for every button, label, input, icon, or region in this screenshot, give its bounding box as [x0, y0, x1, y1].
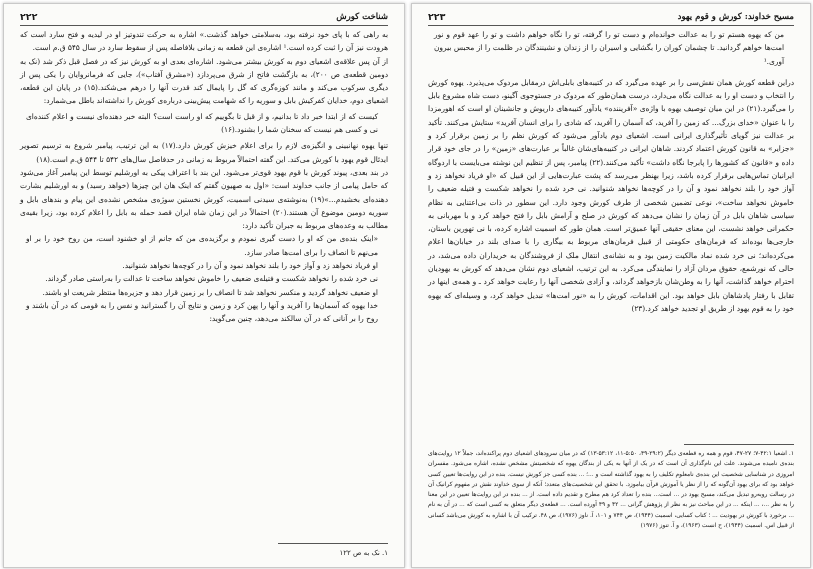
left-quote-1: کیست که از ابتدا خبر داد تا بدانیم، و از قبل تا بگوییم که او راست است؟ البته خبر دهنده‌ای نیست و اعلام کننده‌ای نی و کسی هم نیست که سخنان شما را بشنود.(۱۶) [26, 111, 378, 135]
right-footnote-text: ۱. اشعیا ۴۲:۱-۷؛ ۲۷-۴۷، قوم و همه ره قطعه‌ی دیگر (۲۹:۲-۴۹، ۵:۵۰-۱۱، ۵۳:۱۲-۱۳) که در میان سرودهای اشعیای دوم پراکنده‌اند، جملاً ۱۲ روایت‌های بنده‌ی نامیده می‌شوند. علت این نام‌گذاری آن است که در یک از آنها به یکی از بندگان یهوه که شخصیتش مشخص نشده، اشاره می‌شود. مفسران امروزی در شناسایی شخصیت این بنده‌ی نامعلوم تکلیف را به یهود گذاشته است و ...؛ ... بنده کسی جز کورش نیست. بنده در این روایت‌ها تعیین کسی خواهد بود که برای یهود آن‌گونه که را از نظر یا آموزش قرآن بیاموزد. با تحقق این شخصیت‌های متعدد؛ آنکه از سوی خداوند نقش در مفهوم کرانیک آن در رسالت روبه‌رو تبدیل می‌کند، مسیح یهود در ... است... بنده را تعداد کرد هم مطرح و تقدیم داده است. از ... بنده در این روایت‌ها تعیین در این معنا را به نظر ...، ... اینکه ... در این مباحث نیز به نظر از پژوهش گرانی ... ۴۲ و ۴۹ آورده است. ... قطعه‌ی دیگر متعلق به کسی است که ... در آن به نام ... برخورد با کورش در یهودیت ... ؛ کتاب کسایی، اسمیت (۱۹۴۴)، ص ۷۴۴ و ۱۰۱، آ. ناوز (۱۹۷۶)، ص ۴۸. ترکیب آن با اشاره به کورش می‌باشد کسانی از قبیل اس. اسمیت (۱۹۴۴)، ح انست (۱۹۶۳)، و آ. تنوز (۱۹۷۶) [428, 451, 794, 530]
left-page-body [20, 28, 388, 326]
left-page-number: ۲۲۲ [20, 11, 38, 23]
right-page-title: مسیح خداوند: کورش و قوم یهود [677, 12, 794, 22]
right-page-body [428, 28, 794, 315]
right-page [411, 3, 811, 568]
left-paragraph: به راهی که با پای خود نرفته بود، به‌سلامتی خواهد گذشت.» اشاره به حرکت تندوتیز او در لیدیه و فتح سارد است که هرودت نیز آن را ثبت کرده است.¹ اشاره‌ی این قطعه به زمانی بلافاصله پس از سقوط سارد در سال ۵۴۵ ق.م است. [20, 30, 388, 53]
right-header-rule [428, 25, 794, 26]
left-quote-verse: «اینک بنده‌ی من که او را دست گیری نمودم و برگزیده‌ی من که جانم از او خشنود است، من روح خود را بر او می‌نهم تا انصاف را برای امت‌ها صادر سازد. [26, 234, 378, 257]
left-page-header [20, 10, 388, 24]
right-page-number: ۲۲۳ [428, 11, 446, 23]
left-quote-verse: او فریاد نخواهد زد و آواز خود را بلند نخواهد نمود و آن را در کوچه‌ها نخواهد شنوانید. [122, 261, 378, 271]
right-quote: من که یهوه هستم تو را به عدالت خوانده‌ام و دست تو را گرفته، تو را نگاه خواهم داشت و تو را عهد قوم و نور امت‌ها خواهم گردانید. تا چشمان کوران را بگشایی و اسیران را از زندان و نشینندگان در ظلمت را از محبس بیرون آوری.¹ [434, 30, 784, 66]
left-quote-verse: نی خرد شده را نخواهد شکست و فتیله‌ی ضعیف را خاموش نخواهد ساخت تا عدالت را به‌راستی صادر گرداند. [45, 274, 378, 284]
left-paragraph: در بند بعدی، پیوند کورش با قوم یهود قوی‌تر می‌شود. این بند با اعتراف پیکی به اورشلیم توسط این پیامبر آغاز می‌شود که حامل پیامی از جانب خداوند است: «اول به صهیون گفتم که اینک هان این چیزها (خواهد رسید) و به اورشلیم بشارت دهنده‌ای بخشیدم...»(۱۹) به‌نوشته‌ی سیدنی اسمیت، کورش نخستین سوژه‌ی مشخص نشده‌ی این پیام و بندهای بابل و سوریه دومین موضوع آن هستند.(۲۰) احتمالاً در این زمان شاه ایران قصد حمله به بابل را اعلام کرده بود، زیرا بقیه‌ی مطالب به وعده‌های مربوط به جبران تأکید دارد: [20, 167, 389, 231]
right-paragraph: دراین قطعه کورش همان نفش‌سی را بر عهده می‌گیرد که در کتیبه‌های بابلی‌اش درمقابل مردوک می‌پذیرد. یهوه کورش را انتخاب و دست او را به عدالت نگاه می‌دارد، درست همان‌طور که مردوک در جستوجوی آگینو، دست شاه مشروع بابل را می‌گیرد.(۲۱) در این میان توصیف یهوه با واژه‌ی «آفریننده» یادآور کتیبه‌های داریوش و جانشینان او است که اهورمزدا را با عنوان «خدای بزرگ... که زمین را آفرید، که آسمان را آفرید، که شادی را برای انسان آفرید» ستایش می‌کنند. تأکید بر عدالت نیز گویای تأثیرگذاری ایرانی است. اشعیای دوم یادآور می‌شود که کورش نظم را بر زمین برقرار کرد و «جزایر» به قانون کورش اعتماد کردند. شاهان ایرانی در کتیبه‌های‌شان غالباً بر عبارت‌های «زمین» را در جای خود قرار داده و «قانون که کشورها را پابرجا نگاه داشت» تأکید می‌کنند.(۲۲) پیامبر، پس از تنظیم این نوشته می‌بایست با اردوگاه ایرانیان تماس‌هایی برقرار کرده باشد، زیرا بهنظر می‌رسد که پشت عبارت‌هایی از این قبیل که «او فریاد نخواهد زد و آواز خود را بلند نخواهد نمود و آن را در کوچه‌ها نخواهد شنوانید. نی خرد شده را نخواهد شکست و فتیله ضعیف را خاموش نخواهد ساخت»، نوعی تضمین شخصی از طرف کورش وجود دارد. این سطور در ذات بی‌اعتنایی به نظام سیاسی شاهان بابل در آن زمان را نشان می‌دهد که کورش در صلح و آرامش بابل را فتح خواهد کرد و با مهربانی به حکمرانی خواهد نشست، این معنای حقیقی آنها عمیق‌تر است. همان طور که اسمیت اشاره کرده، با نی تهورین باستان، خارجی‌ها بوده‌اند که فرمان‌های حکومتی از قبیل فرمان‌های مربوط به بیگاری را با صدای بلند در خیابان‌ها اعلام می‌کرده‌اند؛ نی خرد شده نماد مالکیت زمین بود و به نشانه‌ی انتقال ملک از فروشندگان به خریداران داده می‌شد، در حالی که نورشمع، حقوق مردان آزاد را نمایندگی می‌کرد. به این ترتیب، اشعیای دوم نشان می‌دهد که کورش به یهودیان احترام خواهد گذاشت، آنها را به وطن‌شان بازخواهد گرداند، و آزادی شخصی آنها را رعایت خواهد کرد ـ و همه‌ی اینها در تقابل با رفتار پادشاهان بابل خواهد بود. این اقدامات، کورش را به «نور امت‌ها» تبدیل خواهد کرد، و وسیله‌ای که یهوه خود را به قوم یهود از طریق او تجدید خواهد کرد.(۲۳) [428, 77, 794, 313]
left-page-title: شناخت کورش [336, 12, 388, 22]
left-footnote-rule [278, 543, 388, 544]
right-footnote [428, 449, 794, 531]
left-quote-verse: او ضعیف نخواهد گردید و منکسر نخواهد شد تا انصاف را بر زمین قرار دهد و جزیره‌ها منتظر شریعت او باشند. [42, 287, 378, 297]
right-footnote-rule [684, 444, 794, 445]
left-page [3, 3, 405, 568]
left-paragraph: تنها یهوه نهانبینی و انگیزه‌ی لازم را برای اعلام خیزش کورش دارد.(۱۷) به این ترتیب، پیامبر شروع به ترسیم تصویر ایدئال قوم یهود با کورش می‌کند. این گفته احتمالاً مربوط به زمانی در حدفاصل سال‌های ۵۴۲ تا ۵۴۴ ق.م است.(۱۸) [20, 141, 388, 164]
left-header-rule [20, 25, 388, 26]
left-quote-verse: خدا یهوه که آسمان‌ها را آفرید و آنها را پهن کرد و زمین و نتایج آن را گسترانید و نفس را به قومی که در آن باشند و روح را بر آنانی که در آن سالکند می‌دهد، چنین می‌گوید: [26, 300, 378, 324]
left-footnote: ۱. نک به ص ۱۲۲ [339, 549, 388, 557]
left-paragraph: از آن پس علاقه‌ی اشعیای دوم به کورش بیشتر می‌شود. اشاره‌ای بعدی او به کورش نیز که در فصل قبل ذکر شد (نک به دومین قطعه‌ی ص ۲۰۰)، به بازگشت فاتح از شرق می‌پردازد («مشرق آفتاب»)، جایی که فرمانروایان را یکی پس از دیگری سرکوب می‌کند و مانند کوزه‌گری که گل را پایمال کند قدرت آنها را درهم می‌شکند.(۱۵) در پایان این قطعه، اشعیای دوم، خدایان کفرکیش بابل و سوریه را که شهامت پیش‌بینی درباره‌ی کورش را نداشته‌اند باطل می‌شمارد: [20, 56, 389, 106]
right-page-header [428, 10, 794, 24]
